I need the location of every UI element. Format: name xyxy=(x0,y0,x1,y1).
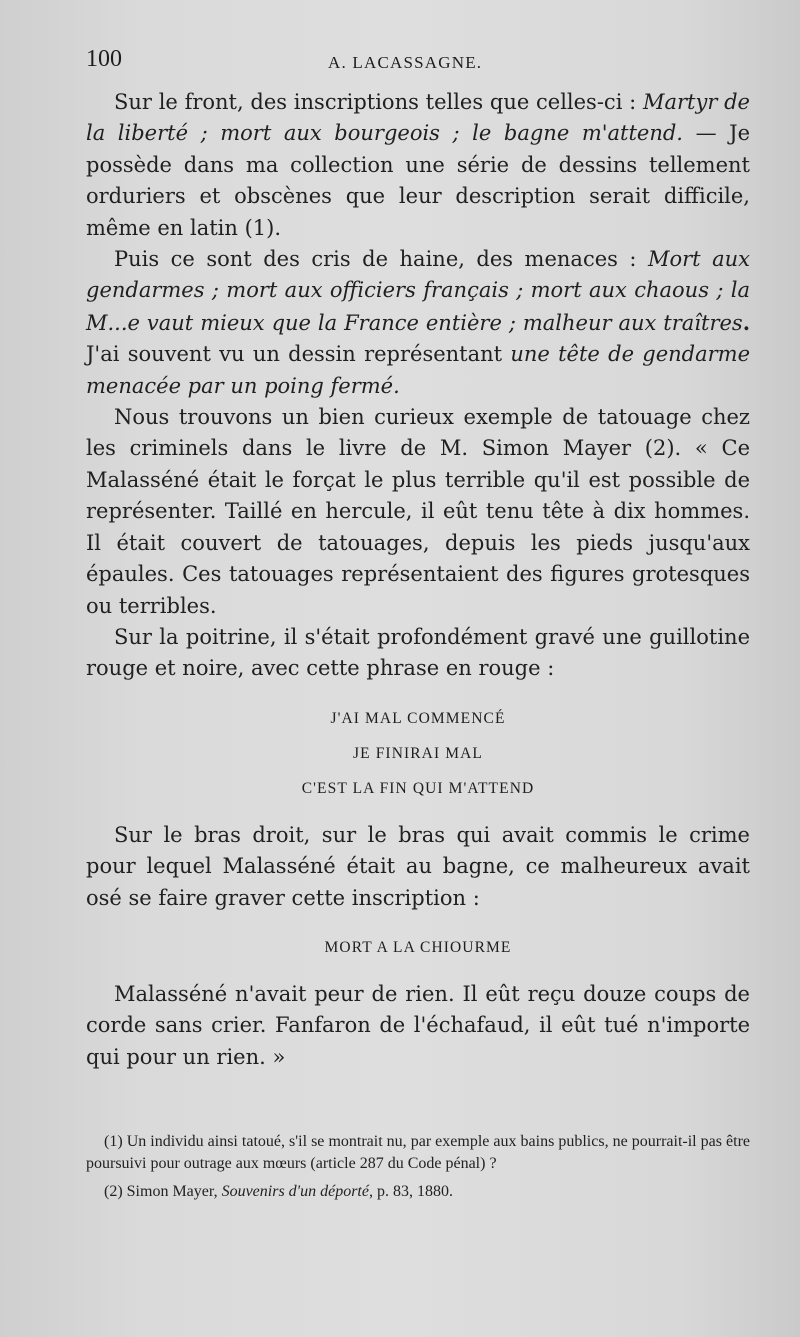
chest-inscription-line-3: C'EST LA FIN QUI M'ATTEND xyxy=(301,779,535,797)
paragraph-3-text: Nous trouvons un bien curieux exemple de tatouage chez les criminels dans le livre de M. Simon Mayer (2). « Ce Malasséné était le forçat le plus terrible qu'il est possible de représenter. Taillé en hercule, il eût tenu tête à dix hommes. Il était couvert de tatouages, depuis les pieds jusqu'aux épaules. Ces tatouages représentaient des figures grotesques ou terribles. xyxy=(86,405,750,618)
paragraph-4 xyxy=(86,622,750,685)
chest-inscription-line-2: JE FINIRAI MAL xyxy=(353,744,483,762)
footnote-2 xyxy=(86,1181,750,1203)
chest-inscription xyxy=(86,701,750,806)
page-number: 100 xyxy=(86,46,122,72)
footnote-2-text-a: (2) Simon Mayer, xyxy=(104,1183,222,1200)
paragraph-5 xyxy=(86,820,750,914)
arm-inscription xyxy=(86,930,750,965)
paragraph-2-italic-b: une tête de gendarme menacée par un poing fermé. xyxy=(86,342,750,398)
paragraph-1-italic: Martyr de la liberté ; mort aux bourgeois ; le bagne m'attend. xyxy=(86,90,750,146)
paragraph-2-italic-a: Mort aux gendarmes ; mort aux officiers français ; mort aux chaous ; la M...e vaut mieux que la France entière ; malheur aux traîtres xyxy=(86,247,751,335)
footnotes xyxy=(86,1131,750,1209)
running-head: A. LACASSAGNE. xyxy=(328,53,483,72)
paragraph-2-text-b: J'ai souvent vu un dessin représentant xyxy=(86,342,511,367)
paragraph-5-text: Sur le bras droit, sur le bras qui avait commis le crime pour lequel Malasséné était au bagne, ce malheureux avait osé se faire graver cette inscription : xyxy=(86,822,750,910)
paragraph-2-period: . xyxy=(742,309,750,335)
paragraph-1-text-a: Sur le front, des inscriptions telles que celles-ci : xyxy=(114,90,643,114)
paragraph-1 xyxy=(86,87,750,244)
paragraph-1-text-b: — Je possède dans ma collection une série de dessins tellement orduriers et obscènes que leur description serait difficile, même en latin (1). xyxy=(86,121,750,240)
chest-inscription-line-1: J'AI MAL COMMENCÉ xyxy=(330,709,506,727)
footnote-1-text: (1) Un individu ainsi tatoué, s'il se montrait nu, par exemple aux bains publics, ne pourrait-il pas être poursuivi pour outrage aux mœurs (article 287 du Code pénal) ? xyxy=(86,1133,750,1172)
page-header xyxy=(86,46,750,80)
footnote-2-italic: Souvenirs d'un déporté, xyxy=(221,1183,373,1200)
main-text xyxy=(86,87,750,1073)
paragraph-6-text: Malasséné n'avait peur de rien. Il eût reçu douze coups de corde sans crier. Fanfaron de l'échafaud, il eût tué n'importe qui pour un rien. » xyxy=(86,981,750,1069)
paragraph-2-text-a: Puis ce sont des cris de haine, des menaces : xyxy=(114,247,648,272)
footnote-2-text-b: p. 83, 1880. xyxy=(372,1183,453,1200)
paragraph-6 xyxy=(86,979,750,1073)
footnote-1 xyxy=(86,1131,750,1175)
arm-inscription-line-1: MORT A LA CHIOURME xyxy=(324,938,512,956)
paragraph-2 xyxy=(86,244,750,402)
paragraph-4-text: Sur la poitrine, il s'était profondément gravé une guillotine rouge et noire, avec cette phrase en rouge : xyxy=(86,624,750,681)
paragraph-3 xyxy=(86,402,750,622)
